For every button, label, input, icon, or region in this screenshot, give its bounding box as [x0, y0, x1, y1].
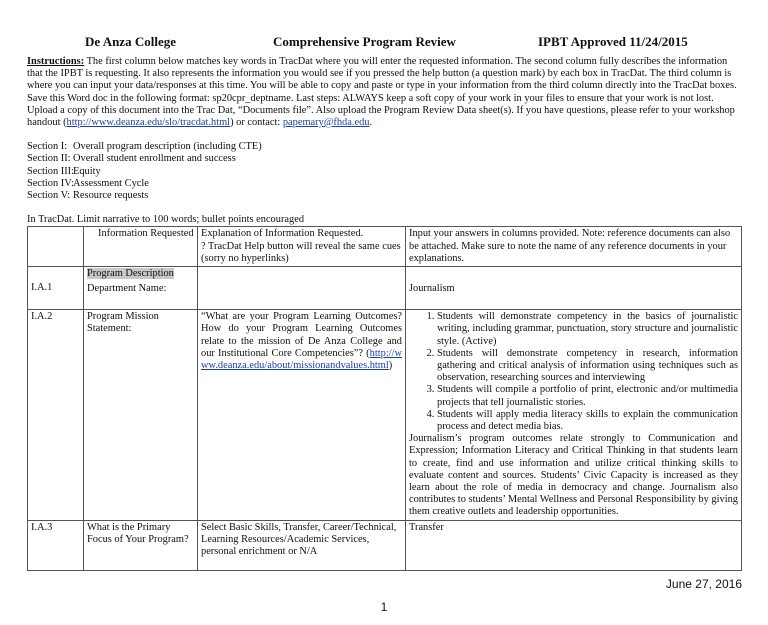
- section-value: Overall program description (including CTE): [73, 141, 262, 153]
- mission-link[interactable]: http://www.deanza.edu/about/missionandvalues.html: [201, 347, 402, 371]
- approval-note: IPBT Approved 11/24/2015: [538, 34, 688, 49]
- document-title: Comprehensive Program Review: [273, 34, 456, 49]
- table-header-row: [28, 227, 742, 267]
- section-list: [27, 141, 768, 202]
- instructions-text: The first column below matches key words in TracDat where you will enter the requested information. The second column fully describes the information that the IPBT is requesting. It also represents the information you would see if you pressed the help button (a question mark) by each box in TracDat. The third column is where you can input your data/responses at this time. You will be able to copy and paste or type in your information from the third column directly into the TracDat boxes. Save this Word doc in the following format: sp20cpr_deptname. Last steps: ALWAYS keep a soft copy of your work in your files to ensure that your work is not lost. Upload a copy of this document into the Trac Dat, “Documents file”. Also upload the Program Review Data sheet(s). If you have questions, please refer to your workshop handout (: [27, 56, 737, 129]
- row-label: What is the Primary Focus of Your Program?: [84, 520, 198, 570]
- section-value: Overall student enrollment and success: [73, 153, 236, 165]
- explanation-text: ): [388, 359, 393, 371]
- footer-date: June 27, 2016: [665, 576, 742, 591]
- table-row: [28, 282, 742, 310]
- outcome-item: 4. Students will apply media literacy skills to explain the communication process and detect media bias.: [437, 409, 738, 433]
- empty-cell: [198, 267, 406, 282]
- row-id: I.A.2: [28, 310, 84, 520]
- limit-note: In TracDat. Limit narrative to 100 words; bullet points encouraged: [27, 214, 305, 226]
- section-key: Section II:: [27, 153, 71, 165]
- row-answer[interactable]: [406, 310, 742, 520]
- tracdat-link[interactable]: http://www.deanza.edu/slo/tracdat.html: [66, 117, 231, 129]
- email-link[interactable]: papemary@fhda.edu: [282, 117, 370, 129]
- explanation-text: “What are your Program Learning Outcomes? How do your Program Learning Outcomes relate to the mission of De Anza College and our Institutional Core Competencies”? (: [201, 311, 402, 359]
- page-number: 1: [380, 599, 388, 614]
- header-explanation: Explanation of Information Requested. ? TracDat Help button will reveal the same cues (sorry no hyperlinks): [198, 227, 406, 267]
- answer-paragraph: Journalism’s program outcomes relate strongly to Communication and Expression; Information Literacy and Critical Thinking in that students learn to create, find and use information and utilize critical thinking skills to evaluate content and sources. Students’ Civic Capacity is increased as they learn about the role of media in democracy and change. Journalism also contributes to students’ Mental Wellness and Personal Responsibility by giving them creative outlets and leadership opportunities.: [409, 433, 738, 518]
- outcome-item: 3. Students will compile a portfolio of print, electronic and/or multimedia projects that tell journalistic stories.: [437, 384, 738, 408]
- row-answer[interactable]: Journalism: [406, 282, 742, 310]
- row-answer[interactable]: Transfer: [406, 520, 742, 570]
- section-key: Section V:: [27, 190, 71, 202]
- outcome-item: 1. Students will demonstrate competency in the basics of journalistic writing, including grammar, punctuation, story structure and journalistic style. (Active): [437, 311, 738, 348]
- section-label: Program Description: [87, 268, 174, 280]
- section-value: Resource requests: [73, 190, 149, 202]
- section-key: Section IV:: [27, 177, 74, 189]
- section-key: Section I:: [27, 141, 68, 153]
- header-input: Input your answers in columns provided. Note: reference documents can also be attached. Make sure to note the name of any reference documents in your explanations.: [406, 227, 742, 267]
- program-review-table: [27, 226, 742, 570]
- section-key: Section III:: [27, 165, 75, 177]
- outcomes-list: [409, 311, 738, 433]
- row-explanation: [198, 282, 406, 310]
- table-row: [28, 520, 742, 570]
- college-name: De Anza College: [85, 34, 176, 49]
- section-value: Assessment Cycle: [73, 177, 149, 189]
- row-label: Program Mission Statement:: [84, 310, 198, 520]
- row-id: I.A.1: [28, 267, 84, 310]
- table-row: [28, 310, 742, 520]
- section-value: Equity: [73, 165, 101, 177]
- table-row: [28, 267, 742, 282]
- header-information-requested: Information Requested: [84, 227, 198, 267]
- row-label: Department Name:: [84, 282, 198, 310]
- instructions-text: .: [369, 117, 373, 129]
- row-explanation: [198, 310, 406, 520]
- header-cell-empty: [28, 227, 84, 267]
- outcome-item: 2. Students will demonstrate competency in research, information gathering and critical analysis of information using techniques such as observation, researching sources and interviewing: [437, 348, 738, 385]
- empty-cell: [406, 267, 742, 282]
- instructions: [27, 56, 741, 129]
- row-explanation: Select Basic Skills, Transfer, Career/Technical, Learning Resources/Academic Services, personal enrichment or N/A: [198, 520, 406, 570]
- instructions-text: ) or contact:: [230, 117, 283, 129]
- row-id: I.A.3: [28, 520, 84, 570]
- instructions-label: Instructions:: [27, 56, 85, 67]
